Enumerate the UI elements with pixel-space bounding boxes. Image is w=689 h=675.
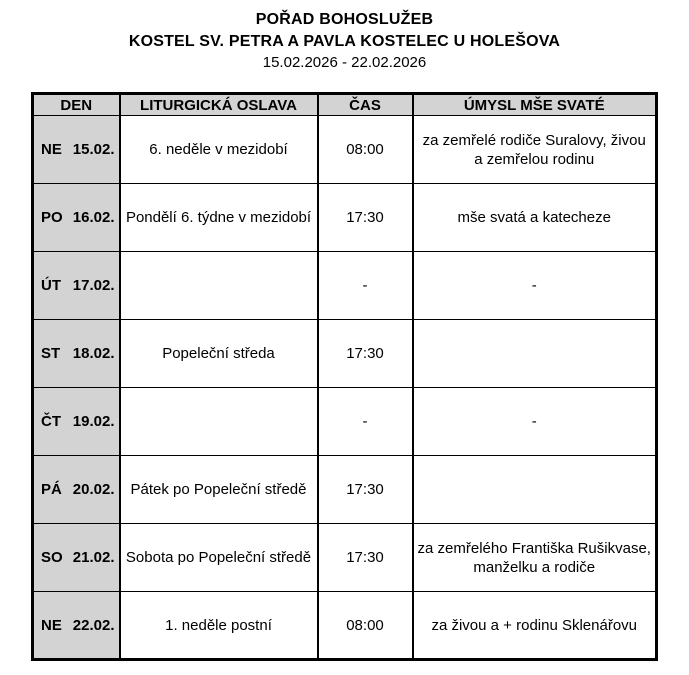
time-cell: 08:00	[318, 116, 413, 184]
time-cell: 17:30	[318, 320, 413, 388]
celebration-cell: 6. neděle v mezidobí	[120, 116, 318, 184]
celebration-cell	[120, 252, 318, 320]
day-abbrev: ST	[41, 345, 61, 362]
celebration-cell: Pondělí 6. týdne v mezidobí	[120, 184, 318, 252]
intention-cell: -	[413, 252, 657, 320]
day-wrap	[34, 548, 119, 567]
day-abbrev: SO	[41, 549, 63, 566]
day-date: 20.02.	[72, 481, 115, 498]
day-date: 21.02.	[72, 549, 115, 566]
date-range: 15.02.2026 - 22.02.2026	[262, 54, 427, 71]
intention-cell	[413, 320, 657, 388]
day-date: 17.02.	[72, 277, 115, 294]
day-abbrev: PO	[41, 209, 63, 226]
schedule-table	[31, 92, 658, 661]
day-date: 18.02.	[72, 345, 115, 362]
intention-cell: mše svatá a katecheze	[413, 184, 657, 252]
day-abbrev: PÁ	[41, 481, 62, 498]
time-cell: 08:00	[318, 592, 413, 660]
celebration-cell: Pátek po Popeleční středě	[120, 456, 318, 524]
day-wrap	[34, 480, 119, 499]
table-row	[33, 320, 657, 388]
table-row	[33, 252, 657, 320]
day-date: 22.02.	[72, 616, 115, 634]
table-row	[33, 184, 657, 252]
column-header-celebration: LITURGICKÁ OSLAVA	[120, 94, 318, 116]
day-wrap	[34, 140, 119, 159]
table-row	[33, 388, 657, 456]
day-date: 16.02.	[72, 209, 115, 226]
column-header-time: ČAS	[318, 94, 413, 116]
table-row	[33, 524, 657, 592]
table-row	[33, 592, 657, 660]
document-header	[0, 9, 689, 73]
intention-cell: za zemřelé rodiče Suralovy, živou a zemřelou rodinu	[413, 116, 657, 184]
day-abbrev: NE	[41, 141, 62, 158]
table-header-row	[33, 94, 657, 116]
time-cell: 17:30	[318, 524, 413, 592]
day-cell	[33, 388, 120, 456]
day-abbrev: ČT	[41, 413, 61, 430]
day-wrap	[34, 412, 119, 431]
table-row	[33, 456, 657, 524]
intention-cell: za živou a + rodinu Sklenářovu	[413, 592, 657, 660]
intention-cell	[413, 456, 657, 524]
day-cell	[33, 116, 120, 184]
schedule-body	[33, 116, 657, 660]
intention-cell: -	[413, 388, 657, 456]
day-abbrev: ÚT	[41, 277, 61, 294]
page-title: POŘAD BOHOSLUŽEB	[255, 11, 434, 28]
day-wrap	[34, 276, 119, 295]
table-row	[33, 116, 657, 184]
day-cell	[33, 320, 120, 388]
day-cell	[33, 252, 120, 320]
day-wrap	[34, 344, 119, 363]
day-wrap	[34, 208, 119, 227]
time-cell: 17:30	[318, 456, 413, 524]
time-cell: -	[318, 252, 413, 320]
celebration-cell	[120, 388, 318, 456]
church-subtitle: KOSTEL SV. PETRA A PAVLA KOSTELEC U HOLEŠOVA	[128, 33, 561, 50]
day-cell	[33, 592, 120, 660]
day-cell	[33, 456, 120, 524]
column-header-day: DEN	[33, 94, 120, 116]
day-wrap	[34, 616, 119, 635]
day-cell	[33, 524, 120, 592]
celebration-cell: 1. neděle postní	[120, 592, 318, 660]
column-header-intention: ÚMYSL MŠE SVATÉ	[413, 94, 657, 116]
day-cell	[33, 184, 120, 252]
day-abbrev: NE	[41, 616, 62, 634]
time-cell: 17:30	[318, 184, 413, 252]
celebration-cell: Popeleční středa	[120, 320, 318, 388]
day-date: 19.02.	[72, 413, 115, 430]
celebration-cell: Sobota po Popeleční středě	[120, 524, 318, 592]
intention-cell: za zemřelého Františka Rušikvase, manželku a rodiče	[413, 524, 657, 592]
day-date: 15.02.	[72, 141, 115, 158]
time-cell: -	[318, 388, 413, 456]
